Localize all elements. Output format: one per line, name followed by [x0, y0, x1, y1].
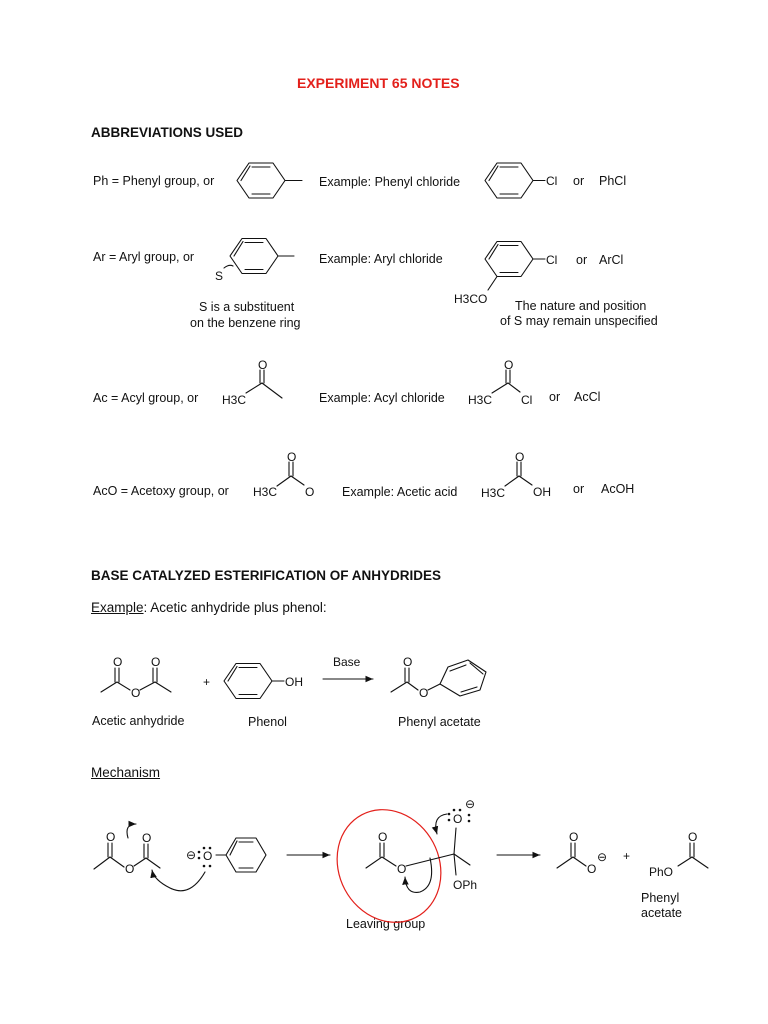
phenoxide-o: O [203, 849, 213, 863]
acyl-structure [222, 358, 282, 407]
mech-anhydride-bridge-o: O [125, 862, 135, 876]
acyl-chloride-cl: Cl [521, 393, 533, 407]
acetic-acid-structure [481, 450, 551, 500]
ph-label: Ph = Phenyl group, or [93, 174, 215, 188]
intermediate-charge: ⊖ [465, 797, 476, 811]
mech-intermediate [318, 791, 477, 940]
aco-label: AcO = Acetoxy group, or [93, 484, 229, 498]
ar-label: Ar = Aryl group, or [93, 250, 195, 264]
arcl-cl: Cl [546, 253, 558, 267]
mechanism-heading: Mechanism [91, 765, 161, 780]
acetic-acid-o: O [515, 450, 525, 464]
aco-example: Example: Acetic acid [342, 485, 458, 499]
acetoxy-o: O [305, 485, 315, 499]
aco-short: AcOH [601, 482, 635, 496]
acetoxy-structure [253, 450, 314, 499]
ph-or: or [573, 174, 585, 188]
leaving-group-caption: Leaving group [346, 917, 426, 931]
mech-anhydride [94, 824, 160, 876]
acetoxy-h3c: H3C [253, 485, 278, 499]
ac-short: AcCl [574, 390, 601, 404]
ar-note-line3: The nature and position [515, 299, 647, 313]
leaving-group-circle [318, 791, 461, 940]
intermediate-oxyanion-o: O [453, 812, 463, 826]
ar-note-line1: S is a substituent [199, 300, 295, 314]
acetic-acid-h3c: H3C [481, 486, 506, 500]
ar-short: ArCl [599, 253, 624, 267]
mech-plus: + [623, 849, 631, 863]
intermediate-carbonyl-o: O [378, 830, 388, 844]
ac-example: Example: Acyl chloride [319, 391, 445, 405]
anhydride-caption: Acetic anhydride [92, 714, 185, 728]
intermediate-oph: OPh [453, 878, 478, 892]
anhydride-bridge-o: O [131, 686, 141, 700]
acyl-h3c: H3C [222, 393, 247, 407]
phenyl-structure [237, 163, 302, 198]
ar-note-line4: of S may remain unspecified [500, 314, 658, 328]
example-text: : Acetic anhydride plus phenol: [143, 600, 327, 615]
intermediate-ether-o: O [397, 862, 407, 876]
aryl-chloride-structure [454, 242, 557, 307]
acetate-charge: ⊖ [597, 850, 608, 864]
acyl-chloride-h3c: H3C [468, 393, 493, 407]
example-word: Example [91, 600, 144, 615]
phenoxide-charge: ⊖ [186, 848, 197, 862]
mech-anhydride-o1: O [106, 830, 116, 844]
phenyl-chloride-structure [485, 163, 557, 198]
acetic-anhydride-structure [101, 655, 171, 700]
ar-or: or [576, 253, 588, 267]
mech-anhydride-o2: O [142, 831, 152, 845]
abbreviations-heading: ABBREVIATIONS USED [91, 125, 244, 140]
ar-note-line2: on the benzene ring [190, 316, 301, 330]
base-label: Base [333, 655, 361, 669]
anhydride-o2: O [151, 655, 161, 669]
ph-example: Example: Phenyl chloride [319, 175, 461, 189]
ph-short: PhCl [599, 174, 627, 188]
esterification-heading: BASE CATALYZED ESTERIFICATION OF ANHYDRIDES [91, 568, 442, 583]
acetic-acid-oh: OH [533, 485, 551, 499]
phenol-caption: Phenol [248, 715, 287, 729]
product-ether-o: O [419, 686, 429, 700]
phcl-cl: Cl [546, 174, 558, 188]
acyl-o: O [258, 358, 268, 372]
page-title: EXPERIMENT 65 NOTES [297, 75, 460, 91]
mech-phenoxide [152, 838, 266, 891]
h3co-label: H3CO [454, 292, 488, 306]
acetate-caption: acetate [641, 906, 683, 920]
anhydride-o1: O [113, 655, 123, 669]
product-pho: PhO [649, 865, 674, 879]
acetate-o: O [587, 862, 597, 876]
phenyl-acetate-structure [391, 655, 486, 700]
mech-acetate [557, 830, 607, 876]
phenyl-caption: Phenyl [641, 891, 680, 905]
aco-or: or [573, 482, 585, 496]
acyl-chloride-structure [468, 358, 532, 407]
aryl-structure [215, 239, 294, 284]
mech-phenyl-acetate [649, 830, 708, 879]
phenol-structure [224, 664, 303, 699]
acetate-carbonyl-o: O [569, 830, 579, 844]
product-mech-o: O [688, 830, 698, 844]
acyl-chloride-o: O [504, 358, 514, 372]
acetoxy-carbonyl-o: O [287, 450, 297, 464]
ar-example: Example: Aryl chloride [319, 252, 443, 266]
product-caption: Phenyl acetate [398, 715, 481, 729]
product-carbonyl-o: O [403, 655, 413, 669]
ac-label: Ac = Acyl group, or [93, 391, 199, 405]
substituent-s: S [215, 269, 224, 283]
reaction-plus: + [203, 675, 211, 689]
phenol-oh: OH [285, 675, 303, 689]
ac-or: or [549, 390, 561, 404]
